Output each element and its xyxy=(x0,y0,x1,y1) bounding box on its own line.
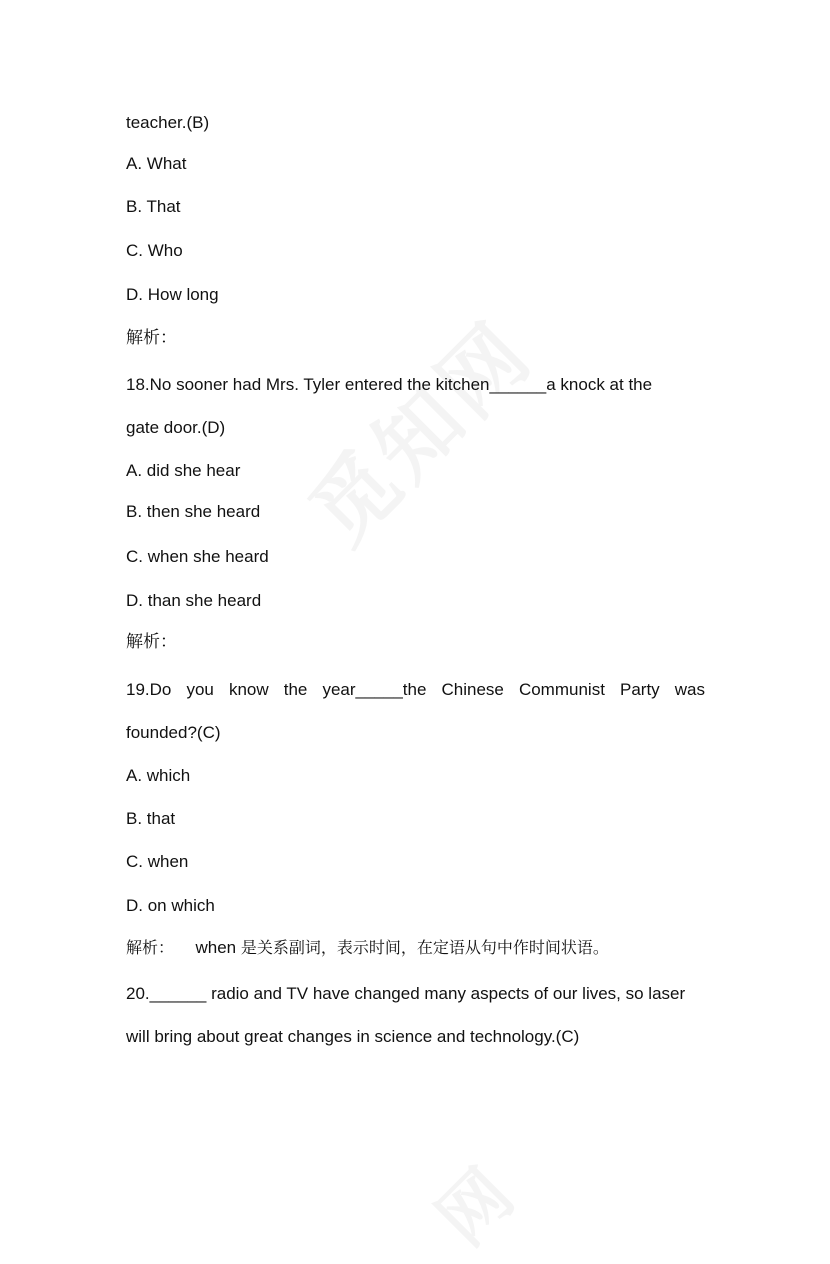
q20-stem: 20.______ radio and TV have changed many aspects of our lives, so laser xyxy=(126,984,686,1003)
q17-analysis: 解析： xyxy=(126,328,177,347)
q19-word: year_____the xyxy=(322,680,427,699)
q17-option-a: A. What xyxy=(126,154,187,173)
q19-word: was xyxy=(674,680,705,699)
watermark-partial xyxy=(411,1051,609,1249)
q17-stem-end: teacher.(B) xyxy=(126,113,210,132)
q17-option-b: B. That xyxy=(126,197,181,216)
q19-option-c: C. when xyxy=(126,852,189,871)
q18-option-d: D. than she heard xyxy=(126,591,262,610)
q19-stem xyxy=(126,679,705,701)
q19-word: Chinese xyxy=(441,680,504,699)
analysis-keyword: when xyxy=(195,938,237,957)
q19-option-d: D. on which xyxy=(126,896,215,915)
q19-word: Communist xyxy=(518,680,605,699)
q20-stem-end: will bring about great changes in science and technology.(C) xyxy=(126,1027,580,1046)
q18-option-c: C. when she heard xyxy=(126,547,269,566)
q18-analysis: 解析： xyxy=(126,632,177,651)
q17-option-c: C. Who xyxy=(126,241,183,260)
q19-analysis xyxy=(126,937,706,959)
q19-word: know xyxy=(228,680,269,699)
q18-option-b: B. then she heard xyxy=(126,502,261,521)
q19-option-a: A. which xyxy=(126,766,191,785)
q19-word: 19.Do xyxy=(126,680,172,699)
q18-option-a: A. did she hear xyxy=(126,461,241,480)
analysis-text: 是关系副词，表示时间，在定语从句中作时间状语。 xyxy=(240,938,609,957)
q18-stem-end: gate door.(D) xyxy=(126,418,226,437)
q19-word: Party xyxy=(620,680,660,699)
analysis-label: 解析： xyxy=(126,938,175,957)
q19-stem-end: founded?(C) xyxy=(126,723,221,742)
q19-word: you xyxy=(186,680,214,699)
q19-word: the xyxy=(283,680,308,699)
q19-option-b: B. that xyxy=(126,809,176,828)
q18-stem: 18.No sooner had Mrs. Tyler entered the kitchen______a knock at the xyxy=(126,375,653,394)
q17-option-d: D. How long xyxy=(126,285,219,304)
